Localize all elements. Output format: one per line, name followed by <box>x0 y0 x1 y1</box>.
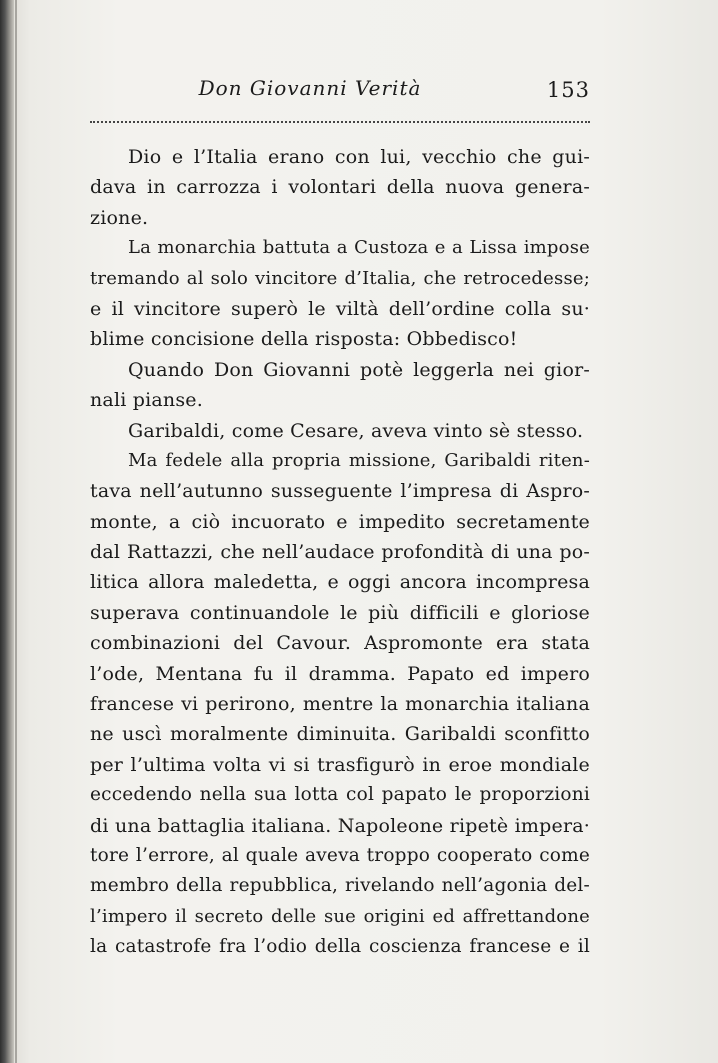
body-text <box>90 142 590 963</box>
text-line: dal Rattazzi, che nell’audace profondità di una po- <box>90 541 590 564</box>
text-line: Ma fedele alla propria missione, Garibaldi riten- <box>128 449 590 471</box>
page-number: 153 <box>546 78 590 102</box>
binding-shadow <box>0 0 14 1063</box>
running-head-title: Don Giovanni Verità <box>198 76 422 100</box>
text-line: dava in carrozza i volontari della nuova genera- <box>90 176 590 199</box>
text-line: la catastrofe fra l’odio della coscienza francese e il <box>90 936 590 958</box>
text-line: Quando Don Giovanni potè leggerla nei gior- <box>128 358 590 381</box>
text-line: tremando al solo vincitore d’Italia, che retrocedesse; <box>90 267 590 289</box>
text-line: l’impero il secreto delle sue origini ed affrettandone <box>90 905 590 927</box>
header-dotted-rule <box>90 121 590 123</box>
text-line: di una battaglia italiana. Napoleone ripetè impera· <box>90 814 590 837</box>
text-line: e il vincitore superò le viltà dell’ordine colla su· <box>90 297 590 320</box>
running-head <box>90 74 590 108</box>
text-line: La monarchia battuta a Custoza e a Lissa impose <box>128 237 590 259</box>
text-line: Dio e l’Italia erano con lui, vecchio che gui- <box>128 146 590 168</box>
text-line: ne uscì moralmente diminuita. Garibaldi sconfitto <box>90 723 590 746</box>
text-line: monte, a ciò incuorato e impedito secretamente <box>90 510 590 533</box>
text-line: zione. <box>90 206 149 229</box>
text-line: blime concisione della risposta: Obbedisco! <box>90 328 518 351</box>
text-line: l’ode, Mentana fu il dramma. Papato ed impero <box>90 662 590 685</box>
text-line: litica allora maledetta, e oggi ancora incompresa <box>90 571 590 594</box>
text-line: nali pianse. <box>90 389 203 412</box>
text-line: membro della repubblica, rivelando nell’agonia del- <box>90 875 590 897</box>
text-line: superava continuandole le più difficili e gloriose <box>90 601 590 624</box>
text-line: eccedendo nella sua lotta col papato le proporzioni <box>90 784 590 806</box>
text-line: Garibaldi, come Cesare, aveva vinto sè stesso. <box>128 419 584 442</box>
text-line: tava nell’autunno susseguente l’impresa di Aspro- <box>90 480 590 503</box>
text-line: combinazioni del Cavour. Aspromonte era stata <box>90 632 590 655</box>
text-line: francese vi perirono, mentre la monarchia italiana <box>90 693 590 716</box>
text-line: tore l’errore, al quale aveva troppo cooperato come <box>90 844 590 866</box>
binding-line <box>15 0 17 1063</box>
text-line: per l’ultima volta vi si trasfigurò in eroe mondiale <box>90 753 590 776</box>
